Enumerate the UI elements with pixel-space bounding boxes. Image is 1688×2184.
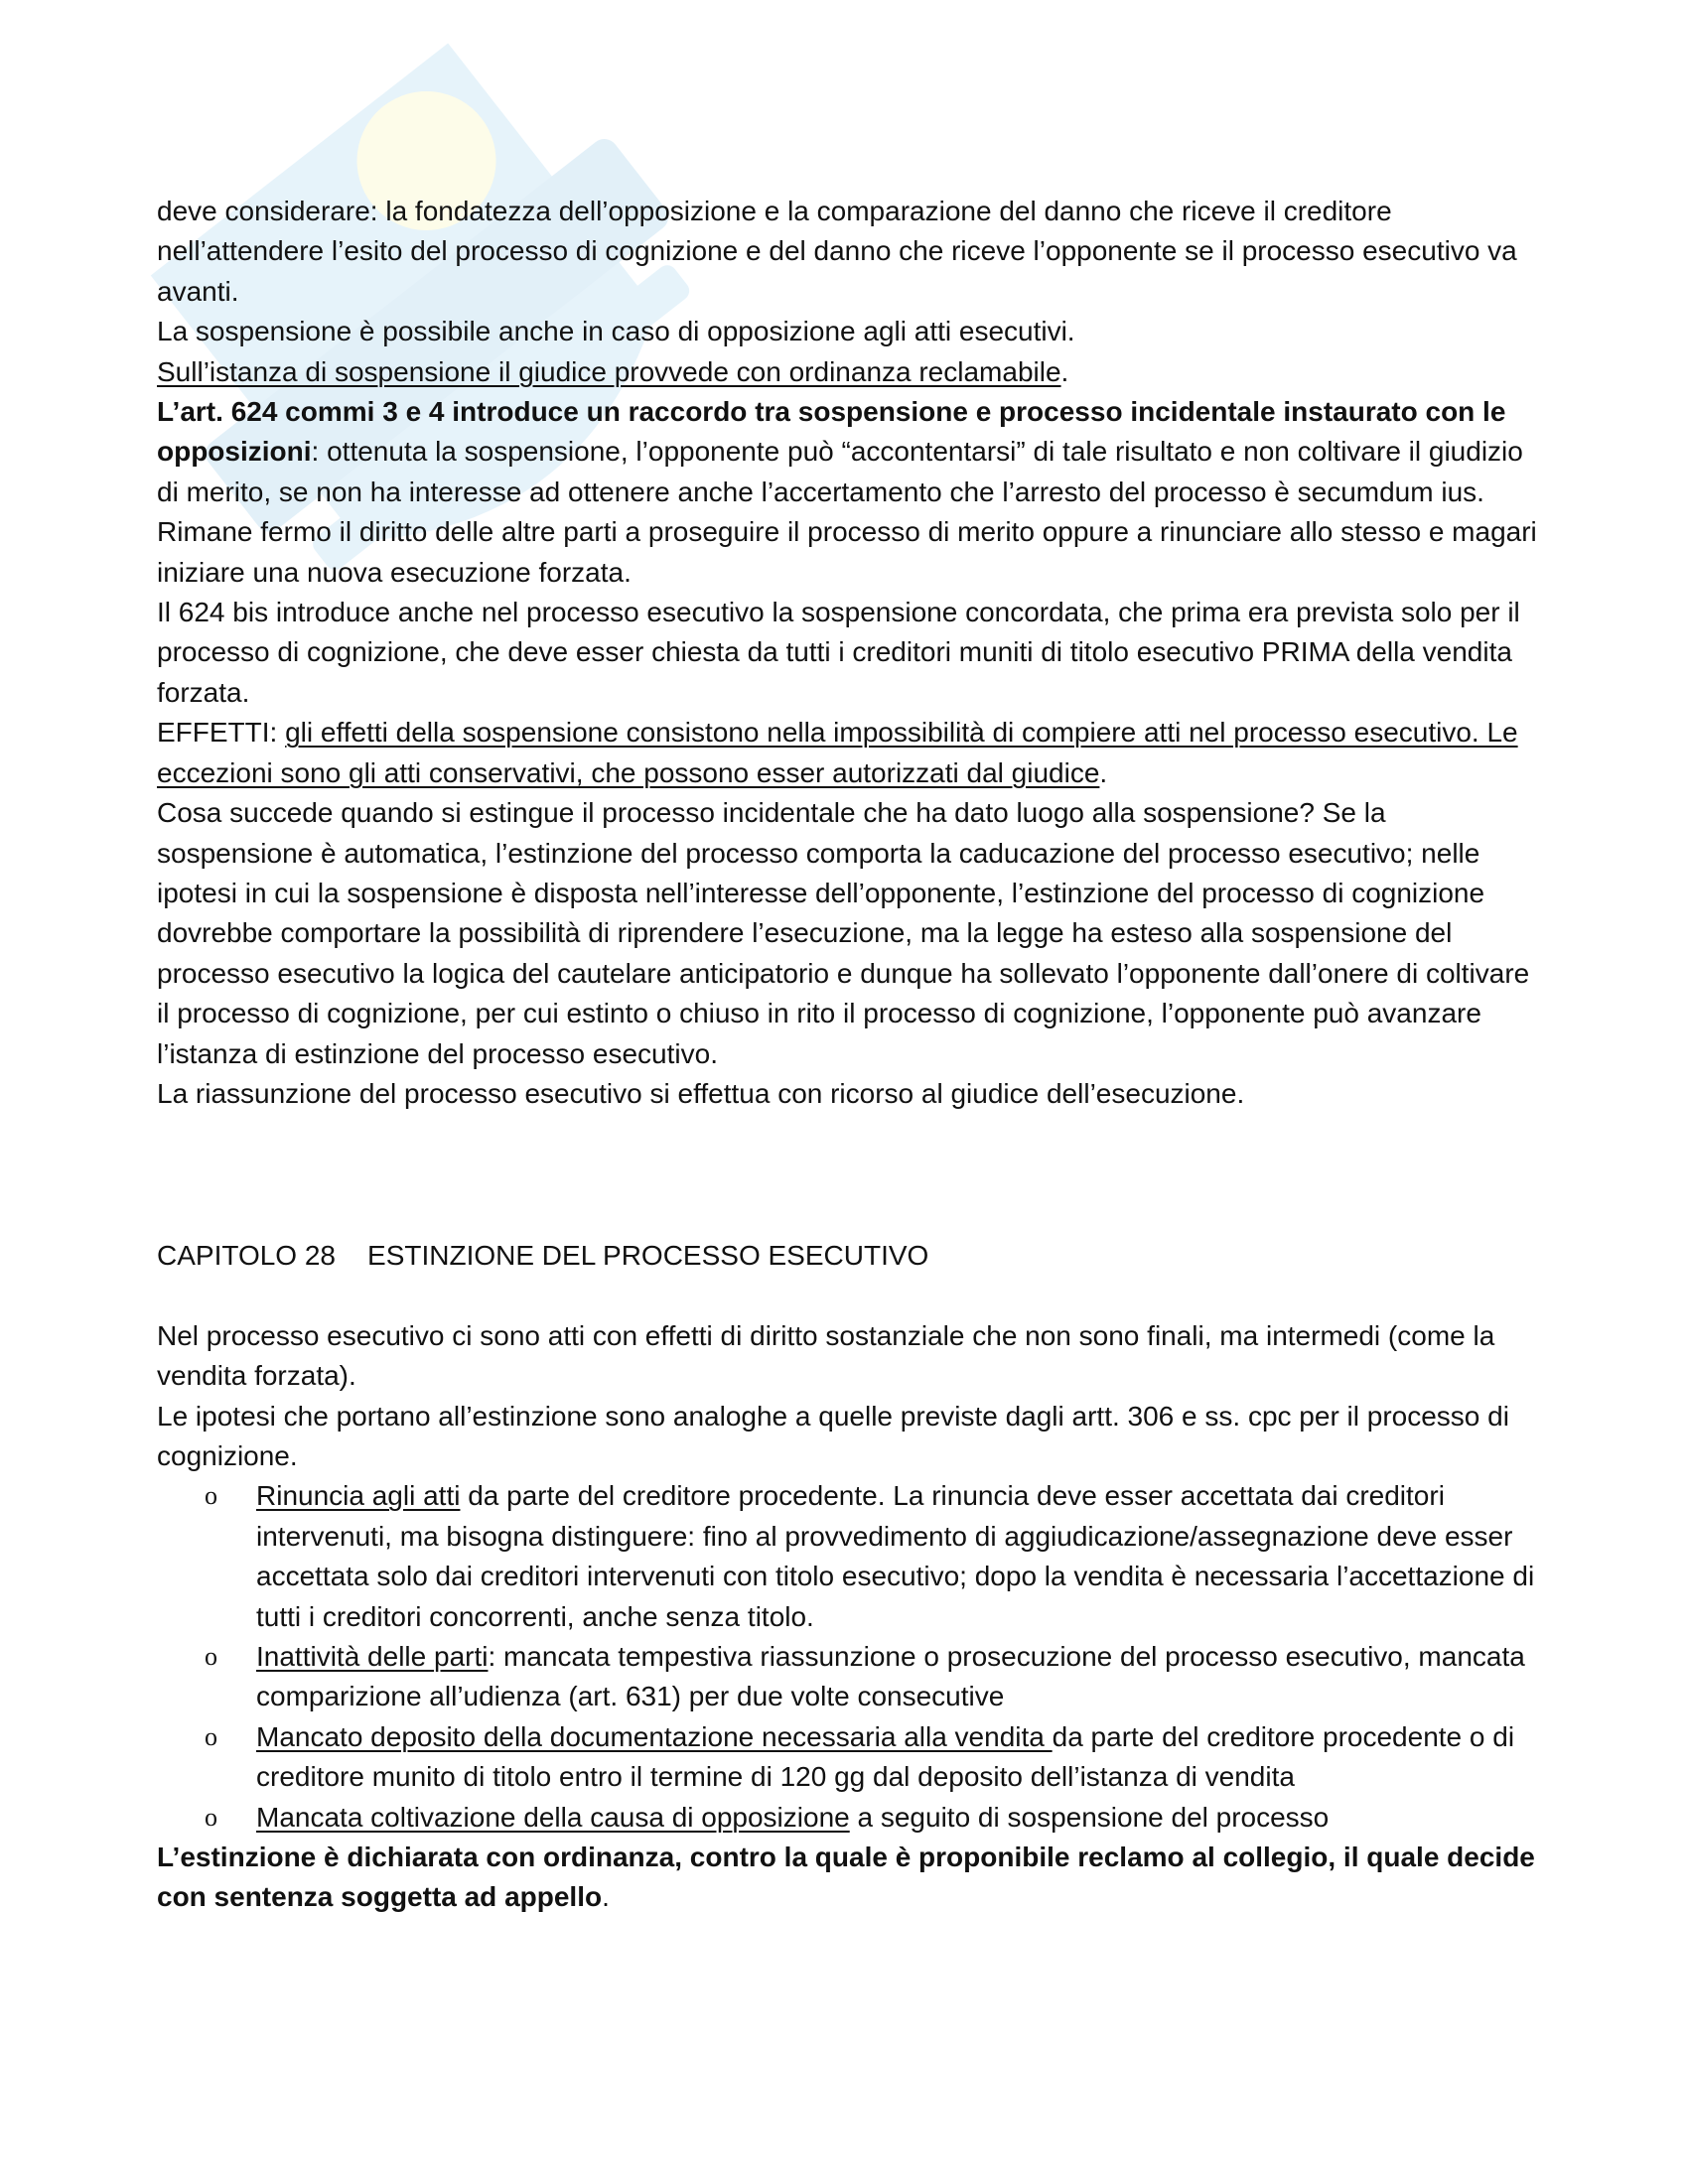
effetti-label: EFFETTI: <box>157 717 286 749</box>
list-item-text: a seguito di sospensione del processo <box>849 1801 1330 1833</box>
punctuation: . <box>1099 756 1108 788</box>
estinzione-list <box>157 1476 1547 1838</box>
list-item-underlined: Inattività delle parti <box>256 1641 489 1672</box>
bullet-icon: o <box>205 1481 217 1511</box>
underlined-text: Sull’istanza di sospensione il giudice provvede con ordinanza reclamabile <box>157 355 1061 387</box>
list-item-text: da parte del creditore procedente. La rinuncia deve esser accettata dai creditori intervenuti, ma bisogna distinguere: fino al provvedimento di aggiudicazione/assegnazione deve esser accettata solo dai creditori intervenuti con titolo esecutivo; dopo la vendita è necessaria l’accettazione di tutti i creditori concorrenti, anche senza titolo. <box>256 1480 1535 1632</box>
punctuation: . <box>602 1881 610 1913</box>
chapter-title: ESTINZIONE DEL PROCESSO ESECUTIVO <box>367 1240 929 1272</box>
paragraph-intro-3 <box>157 352 1547 392</box>
paragraph-closing <box>157 1838 1547 1918</box>
paragraph-intro-1: deve considerare: la fondatezza dell’opposizione e la comparazione del danno che riceve il creditore nell’attendere l’esito del processo di cognizione e del danno che riceve l’opponente se il processo esecutivo va avanti. <box>157 196 1517 307</box>
paragraph-riassunzione: La riassunzione del processo esecutivo si effettua con ricorso al giudice dell’esecuzione. <box>157 1077 1245 1109</box>
paragraph-chapter-1: Nel processo esecutivo ci sono atti con effetti di diritto sostanziale che non sono finali, ma intermedi (come la vendita forzata). <box>157 1319 1495 1392</box>
paragraph-intro-2: La sospensione è possibile anche in caso di opposizione agli atti esecutivi. <box>157 316 1075 347</box>
paragraph-effetti <box>157 713 1547 793</box>
bullet-icon: o <box>205 1642 217 1671</box>
paragraph-chapter-2: Le ipotesi che portano all’estinzione sono analoghe a quelle previste dagli artt. 306 e ss. cpc per il processo di cognizione. <box>157 1400 1509 1471</box>
paragraph-estinzione-incidentale: Cosa succede quando si estingue il processo incidentale che ha dato luogo alla sospensione? Se la sospensione è automatica, l’estinzione del processo comporta la caducazione del processo esecutivo; nelle ipotesi in cui la sospensione è disposta nell’interesse dell’opponente, l’estinzione del processo di cognizione dovrebbe comportare la possibilità di riprendere l’esecuzione, ma la legge ha esteso alla sospensione del processo esecutivo la logica del cautelare anticipatorio e dunque ha sollevato l’opponente dall’onere di coltivare il processo di cognizione, per cui estinto o chiuso in rito il processo di cognizione, l’opponente può avanzare l’istanza di estinzione del processo esecutivo. <box>157 797 1530 1069</box>
bullet-icon: o <box>205 1802 217 1832</box>
list-item <box>157 1637 1547 1717</box>
paragraph-art-624 <box>157 392 1547 593</box>
paragraph-624-bis: Il 624 bis introduce anche nel processo esecutivo la sospensione concordata, che prima era prevista solo per il processo di cognizione, che deve esser chiesta da tutti i creditori muniti di titolo esecutivo PRIMA della vendita forzata. <box>157 597 1520 708</box>
list-item-underlined: Mancata coltivazione della causa di opposizione <box>256 1801 850 1833</box>
list-item <box>157 1798 1547 1838</box>
chapter-heading <box>157 1236 1547 1276</box>
punctuation: . <box>1060 355 1069 387</box>
list-item-underlined: Mancato deposito della documentazione necessaria alla vendita <box>256 1720 1053 1752</box>
list-item <box>157 1476 1547 1637</box>
list-item <box>157 1717 1547 1798</box>
document-page <box>157 192 1547 1918</box>
list-item-underlined: Rinuncia agli atti <box>256 1480 461 1512</box>
bold-text: L’estinzione è dichiarata con ordinanza, contro la quale è proponibile reclamo al collegio, il quale decide con sentenza soggetta ad appello <box>157 1842 1535 1913</box>
list-item-text: : mancata tempestiva riassunzione o prosecuzione del processo esecutivo, mancata comparizione all’udienza (art. 631) per due volte consecutive <box>256 1641 1525 1712</box>
chapter-number: CAPITOLO 28 <box>157 1240 337 1272</box>
bold-text: L’art. 624 commi 3 e 4 introduce un raccordo tra sospensione e processo incidentale instaurato con le opposizioni <box>157 396 1506 468</box>
paragraph-text: : ottenuta la sospensione, l’opponente può “accontentarsi” di tale risultato e non coltivare il giudizio di merito, se non ha interesse ad ottenere anche l’accertamento che l’arresto del processo è secumdum ius. Rimane fermo il diritto delle altre parti a proseguire il processo di merito oppure a rinunciare allo stesso e magari iniziare una nuova esecuzione forzata. <box>157 436 1537 588</box>
list-item-text: da parte del creditore procedente o di creditore munito di titolo entro il termine di 120 gg dal deposito dell’istanza di vendita <box>256 1720 1515 1793</box>
bullet-icon: o <box>205 1721 217 1751</box>
underlined-text: gli effetti della sospensione consistono nella impossibilità di compiere atti nel processo esecutivo. Le eccezioni sono gli atti conservativi, che possono esser autorizzati dal giudice <box>157 717 1518 788</box>
